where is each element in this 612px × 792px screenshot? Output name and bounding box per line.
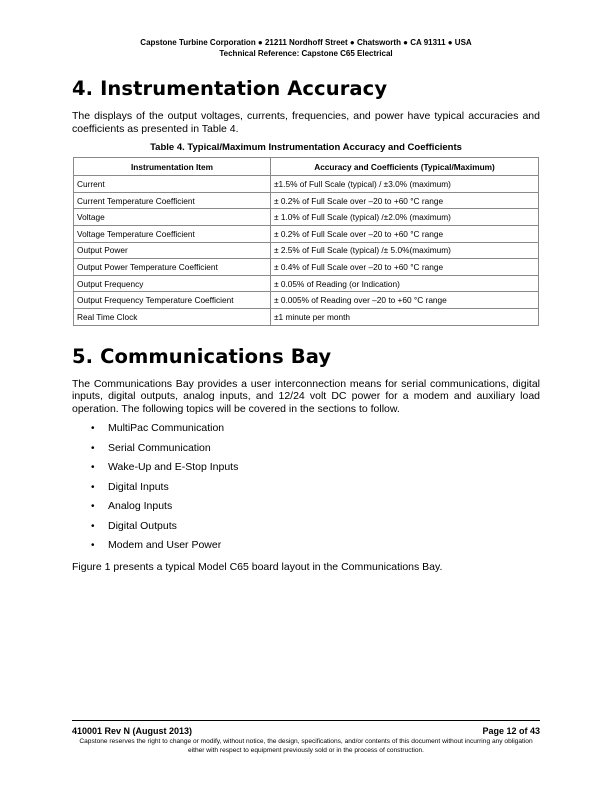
- list-item: [72, 478, 540, 498]
- table-cell-value: ± 0.2% of Full Scale over –20 to +60 °C range: [271, 192, 539, 209]
- table-cell-value: ± 0.005% of Reading over –20 to +60 °C range: [271, 292, 539, 309]
- table-header-row: [74, 158, 539, 176]
- footer-page-number: Page 12 of 43: [482, 726, 540, 736]
- table-row: [74, 192, 539, 209]
- table-cell-item: Voltage Temperature Coefficient: [74, 225, 271, 242]
- bullet-icon: •: [91, 442, 95, 454]
- bullet-icon: •: [91, 501, 95, 513]
- table-cell-value: ± 0.2% of Full Scale over –20 to +60 °C range: [271, 225, 539, 242]
- table-cell-item: Voltage: [74, 209, 271, 226]
- table-cell-item: Current Temperature Coefficient: [74, 192, 271, 209]
- header-doc-title: Technical Reference: Capstone C65 Electrical: [219, 49, 393, 58]
- table-4-caption: Table 4. Typical/Maximum Instrumentation Accuracy and Coefficients: [150, 142, 462, 154]
- bullet-icon: •: [91, 540, 95, 552]
- list-item: [72, 517, 540, 537]
- table-row: [74, 176, 539, 193]
- table-cell-value: ±1 minute per month: [271, 308, 539, 325]
- table-header-item: Instrumentation Item: [74, 158, 271, 176]
- table-row: [74, 242, 539, 259]
- list-item-label: Digital Inputs: [108, 480, 169, 493]
- list-item: [72, 419, 540, 439]
- table-cell-item: Output Power Temperature Coefficient: [74, 259, 271, 276]
- list-item-label: MultiPac Communication: [108, 422, 225, 435]
- section-5-heading: 5. Communications Bay: [72, 344, 332, 368]
- list-item-label: Wake-Up and E-Stop Inputs: [108, 461, 239, 474]
- footer-divider: [72, 720, 540, 721]
- table-row: [74, 275, 539, 292]
- table-row: [74, 225, 539, 242]
- table-row: [74, 209, 539, 226]
- table-cell-value: ± 1.0% of Full Scale (typical) /±2.0% (maximum): [271, 209, 539, 226]
- table-header-accuracy: Accuracy and Coefficients (Typical/Maximum): [271, 158, 539, 176]
- list-item: [72, 536, 540, 556]
- table-cell-value: ± 0.05% of Reading (or Indication): [271, 275, 539, 292]
- table-cell-item: Real Time Clock: [74, 308, 271, 325]
- table-cell-value: ± 2.5% of Full Scale (typical) /± 5.0%(maximum): [271, 242, 539, 259]
- topics-list: [72, 419, 540, 556]
- list-item-label: Analog Inputs: [108, 500, 173, 513]
- table-cell-item: Current: [74, 176, 271, 193]
- bullet-icon: •: [91, 481, 95, 493]
- footer-doc-number: 410001 Rev N (August 2013): [72, 726, 193, 736]
- bullet-icon: •: [91, 462, 95, 474]
- table-row: [74, 259, 539, 276]
- table-cell-value: ± 0.4% of Full Scale over –20 to +60 °C range: [271, 259, 539, 276]
- table-row: [74, 308, 539, 325]
- page-header: [0, 37, 612, 59]
- list-item-label: Digital Outputs: [108, 519, 177, 532]
- section-4-heading: 4. Instrumentation Accuracy: [72, 77, 388, 100]
- footer-disclaimer: Capstone reserves the right to change or modify, without notice, the design, specifications, and/or contents of this document without incurring any obligation either with respect to equipment previously sold or in the process of construction.: [79, 738, 533, 754]
- accuracy-table: [73, 157, 539, 325]
- section-5-closing: Figure 1 presents a typical Model C65 board layout in the Communications Bay.: [72, 560, 443, 573]
- table-cell-item: Output Frequency: [74, 275, 271, 292]
- page-content: [72, 72, 540, 573]
- table-cell-value: ±1.5% of Full Scale (typical) / ±3.0% (maximum): [271, 176, 539, 193]
- table-cell-item: Output Power: [74, 242, 271, 259]
- bullet-icon: •: [91, 423, 95, 435]
- table-cell-item: Output Frequency Temperature Coefficient: [74, 292, 271, 309]
- list-item: [72, 458, 540, 478]
- header-address: Capstone Turbine Corporation ● 21211 Nordhoff Street ● Chatsworth ● CA 91311 ● USA: [140, 38, 472, 47]
- list-item-label: Modem and User Power: [108, 539, 222, 552]
- section-4-intro: The displays of the output voltages, currents, frequencies, and power have typical accuracies and coefficients as presented in Table 4.: [72, 110, 540, 135]
- list-item-label: Serial Communication: [108, 441, 211, 454]
- list-item: [72, 439, 540, 459]
- bullet-icon: •: [91, 520, 95, 532]
- list-item: [72, 497, 540, 517]
- table-row: [74, 292, 539, 309]
- section-5-intro: The Communications Bay provides a user interconnection means for serial communications, digital inputs, digital outputs, analog inputs, and 12/24 volt DC power for a modem and auxiliary load operation. The following topics will be covered in the sections to follow.: [72, 377, 540, 415]
